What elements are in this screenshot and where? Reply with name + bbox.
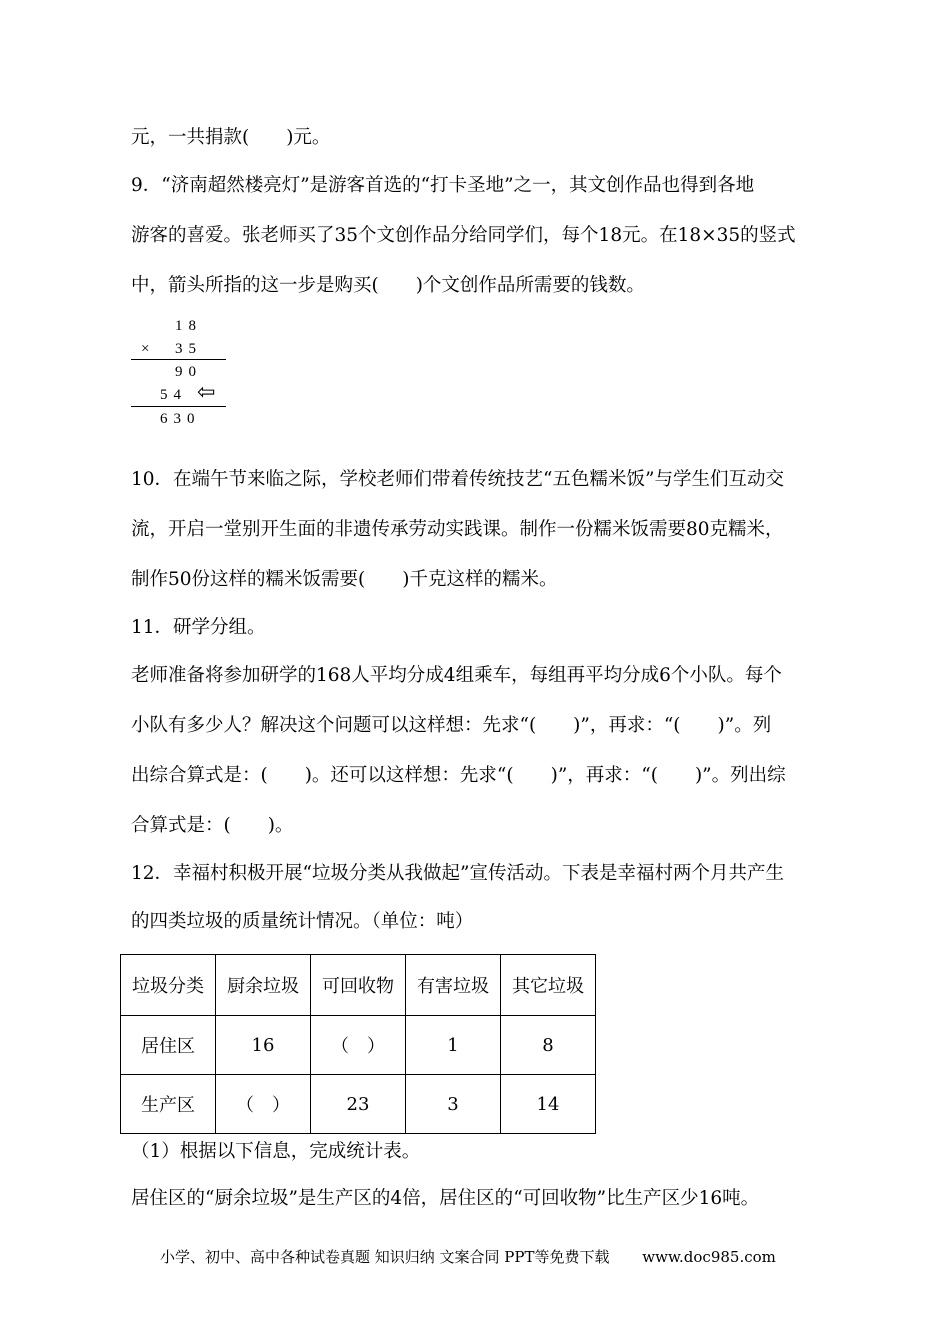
calc-partial1: 90 [175,364,202,380]
q12-line1: 12．幸福村积极开展“垃圾分类从我做起”宣传活动。下表是幸福村两个月共产生 [131,863,784,884]
table-header-cell: 有害垃圾 [406,955,501,1016]
q12-line2: 的四类垃圾的质量统计情况。（单位：吨） [131,911,474,932]
vertical-multiplication [131,314,241,429]
table-cell: （ ） [216,1075,311,1134]
q10-line1: 10．在端午节来临之际，学校老师们带着传统技艺“五色糯米饭”与学生们互动交 [131,469,784,490]
calc-times-sign: × [141,341,156,357]
table-row [121,1075,596,1134]
table-cell: （ ） [311,1016,406,1075]
calc-product: 630 [160,411,201,427]
footer-text: 小学、初中、高中各种试卷真题 知识归纳 文案合同 PPT等免费下载 [160,1248,610,1266]
table-cell: 23 [311,1075,406,1134]
calc-rule-2 [131,406,226,407]
garbage-stats-table [120,954,596,1134]
table-header-cell: 可回收物 [311,955,406,1016]
calc-multiplier: 35 [175,341,202,357]
q12-sub1: （1）根据以下信息，完成统计表。 [131,1141,421,1162]
q8-tail: 元，一共捐款( )元。 [131,127,331,148]
table-header-cell: 厨余垃圾 [216,955,311,1016]
q10-line3: 制作50份这样的糯米饭需要( )千克这样的糯米。 [131,569,558,590]
q11-line4: 合算式是：( )。 [131,815,294,836]
left-arrow-icon: ⇦ [197,379,216,404]
q11-title: 11．研学分组。 [131,617,266,638]
page-footer [160,1246,776,1267]
calc-rule-1 [131,359,226,360]
q11-line3: 出综合算式是：( )。还可以这样想：先求“( )”，再求：“( )”。列出综 [131,765,786,786]
calc-partial2: 54 [160,387,187,403]
table-row [121,1016,596,1075]
table-cell: 居住区 [121,1016,216,1075]
q9-line2: 游客的喜爱。张老师买了35个文创作品分给同学们，每个18元。在18×35的竖式 [131,225,796,246]
q9-line1: 9．“济南超然楼亮灯”是游客首选的“打卡圣地”之一，其文创作品也得到各地 [131,175,755,196]
table-cell: 14 [501,1075,596,1134]
table-header-cell: 垃圾分类 [121,955,216,1016]
q11-line2: 小队有多少人？解决这个问题可以这样想：先求“( )”，再求：“( )”。列 [131,715,772,736]
q10-line2: 流，开启一堂别开生面的非遗传承劳动实践课。制作一份糯米饭需要80克糯米， [131,519,784,540]
table-cell: 生产区 [121,1075,216,1134]
q9-line3: 中，箭头所指的这一步是购买( )个文创作品所需要的钱数。 [131,275,645,296]
calc-multiplicand: 18 [175,318,202,334]
table-cell: 1 [406,1016,501,1075]
table-header-cell: 其它垃圾 [501,955,596,1016]
table-cell: 3 [406,1075,501,1134]
table-cell: 8 [501,1016,596,1075]
q11-line1: 老师准备将参加研学的168人平均分成4组乘车，每组再平均分成6个小队。每个 [131,665,782,686]
table-cell: 16 [216,1016,311,1075]
footer-url: www.doc985.com [642,1248,776,1266]
table-header-row [121,955,596,1016]
q12-info: 居住区的“厨余垃圾”是生产区的4倍，居住区的“可回收物”比生产区少16吨。 [131,1188,760,1209]
